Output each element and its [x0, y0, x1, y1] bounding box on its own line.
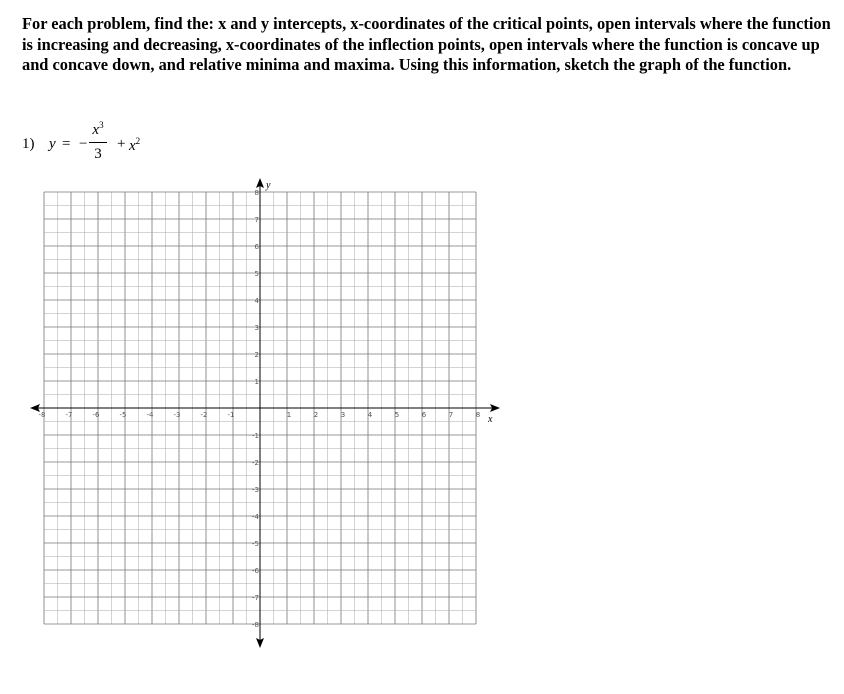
instructions-text: For each problem, find the: x and y intercepts, x-coordinates of the critical points, open intervals where the function is increasing and decreasing, x-coordinates of the inflection points, open intervals where the function is concave up and concave down, and relative minima and maxima. Using this information, sketch the graph of the function. [22, 14, 831, 74]
axes [30, 178, 500, 648]
x-tick-label: -6 [92, 411, 100, 419]
x-tick-label: 6 [421, 411, 427, 419]
equals-sign: = [62, 136, 71, 152]
x-tick-label: -5 [119, 411, 127, 419]
y-tick-label: 5 [254, 270, 259, 278]
x-squared-term: $x^2$ [129, 136, 141, 154]
y-tick-label: 4 [254, 297, 259, 305]
y-tick-label: -6 [252, 567, 259, 575]
y-axis-label: y [266, 180, 271, 191]
y-tick-label: -4 [252, 513, 259, 521]
y-tick-label: -7 [252, 594, 259, 602]
x-tick-label: 7 [448, 411, 454, 419]
y-tick-label: 7 [254, 216, 259, 224]
problem-number: 1) [22, 136, 35, 152]
fraction-numerator: $x^3$ [92, 120, 104, 138]
fraction-bar [89, 142, 107, 143]
x-tick-label: -2 [200, 411, 208, 419]
y-tick-label: -3 [252, 486, 259, 494]
x-tick-label: -4 [146, 411, 154, 419]
equation-y: y [49, 136, 56, 152]
x-tick-label: 1 [286, 411, 292, 419]
y-tick-label: 1 [254, 378, 259, 386]
problem-1 [22, 120, 222, 168]
x-tick-label: 8 [475, 411, 481, 419]
x-tick-label: -1 [227, 411, 235, 419]
y-tick-label: -5 [252, 540, 259, 548]
y-tick-label: 8 [254, 189, 259, 197]
x-tick-label: 3 [340, 411, 346, 419]
y-tick-label: 2 [254, 351, 259, 359]
y-tick-label: 6 [254, 243, 259, 251]
x-tick-label: 2 [313, 411, 319, 419]
tick-labels [39, 189, 481, 629]
coordinate-grid[interactable] [30, 178, 500, 648]
fraction-denominator: 3 [94, 146, 102, 162]
x-tick-label: -8 [38, 411, 46, 419]
y-tick-label: -1 [252, 432, 259, 440]
x-tick-label: 5 [394, 411, 400, 419]
x-tick-label: 4 [367, 411, 373, 419]
y-tick-label: -2 [252, 459, 259, 467]
y-tick-label: -8 [252, 621, 259, 629]
y-tick-label: 3 [254, 324, 259, 332]
plus-sign: + [117, 136, 126, 152]
minus-sign: − [79, 136, 88, 152]
x-tick-label: -7 [65, 411, 73, 419]
x-axis-label: x [488, 414, 493, 425]
x-tick-label: -3 [173, 411, 181, 419]
